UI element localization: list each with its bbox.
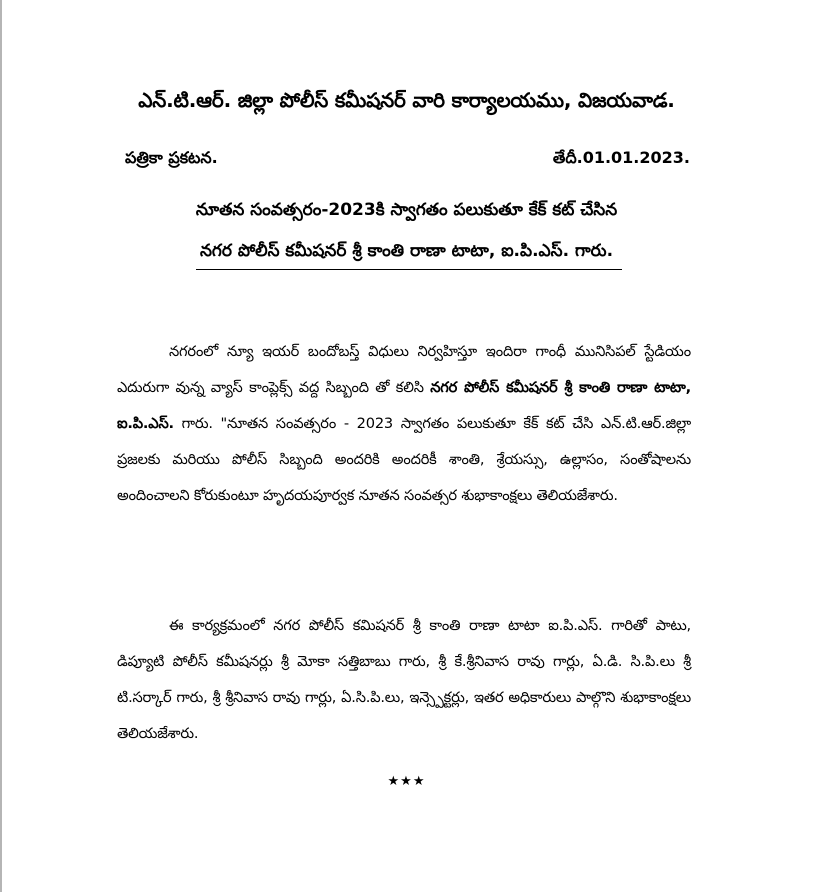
headline-underline [196, 269, 622, 270]
body-paragraph-2: ఈ కార్యక్రమంలో నగర పోలీస్ కమిషనర్ శ్రీ కాంతి రాణా టాటా ఐ.పి.ఎస్. గారితో పాటు, డిప్యూటి పోలీస్ కమీషనర్లు శ్రీ మోకా సత్తిబాబు గారు, శ్రీ కే.శ్రీనివాస రావు గార్లు, ఏ.డి. సి.పి.లు శ్రీ టి.సర్కార్ గారు, శ్రీ శ్రీనివాస రావు గార్లు, ఏ.సి.పి.లు, ఇన్స్పెక్టర్లు, ఇతర అధికారులు పాల్గొని శుభాకాంక్షలు తెలియజేశారు. [117, 617, 691, 742]
body-paragraph-1 [117, 334, 691, 514]
paragraph-1-text-a: నగరంలో న్యూ ఇయర్ బందోబస్త్ విధులు నిర్వహిస్తూ ఇందిరా గాంధీ మునిసిపల్ స్టేడియం ఎదురుగా వున్న వ్యాస్ కాంప్లెక్స్ వద్ద సిబ్బంది తో కలిసి [117, 343, 691, 396]
paragraph-1-text-b: గారు. "నూతన సంవత్సరం - 2023 స్వాగతం పలుకుతూ కేక్ కట్ చేసి ఎన్.టి.ఆర్.జిల్లా ప్రజలకు మరియు పోలీస్ సిబ్బంది అందరికి అందరికీ శాంతి, శ్రేయస్సు, ఉల్లాసం, సంతోషాలను అందించాలని కోరుకుంటూ హృదయపూర్వక నూతన సంవత్సర శుభాకాంక్షలు తెలియజేశారు. [117, 415, 691, 504]
paragraph-1-bold-commissioner: నగర పోలీస్ కమీషనర్ శ్రీ కాంతి రాణా టాటా, ఐ.పి.ఎస్. [117, 379, 691, 432]
release-date: తేదీ.01.01.2023. [552, 148, 690, 167]
office-title: ఎన్.టి.ఆర్. జిల్లా పోలీస్ కమీషనర్ వారి కార్యాలయము, విజయవాడ. [138, 88, 675, 112]
end-stars: ★★★ [387, 774, 426, 789]
press-release-row [125, 148, 690, 171]
page-edge [0, 0, 2, 892]
headline-line-1: నూతన సంవత్సరం-2023కి స్వాగతం పలుకుతూ కేక్ కట్ చేసిన [195, 200, 618, 220]
headline-line-2: నగర పోలీస్ కమీషనర్ శ్రీ కాంతి రాణా టాటా, ఐ.పి.ఎస్. గారు. [199, 241, 614, 261]
press-release-label: పత్రికా ప్రకటన. [125, 148, 218, 167]
